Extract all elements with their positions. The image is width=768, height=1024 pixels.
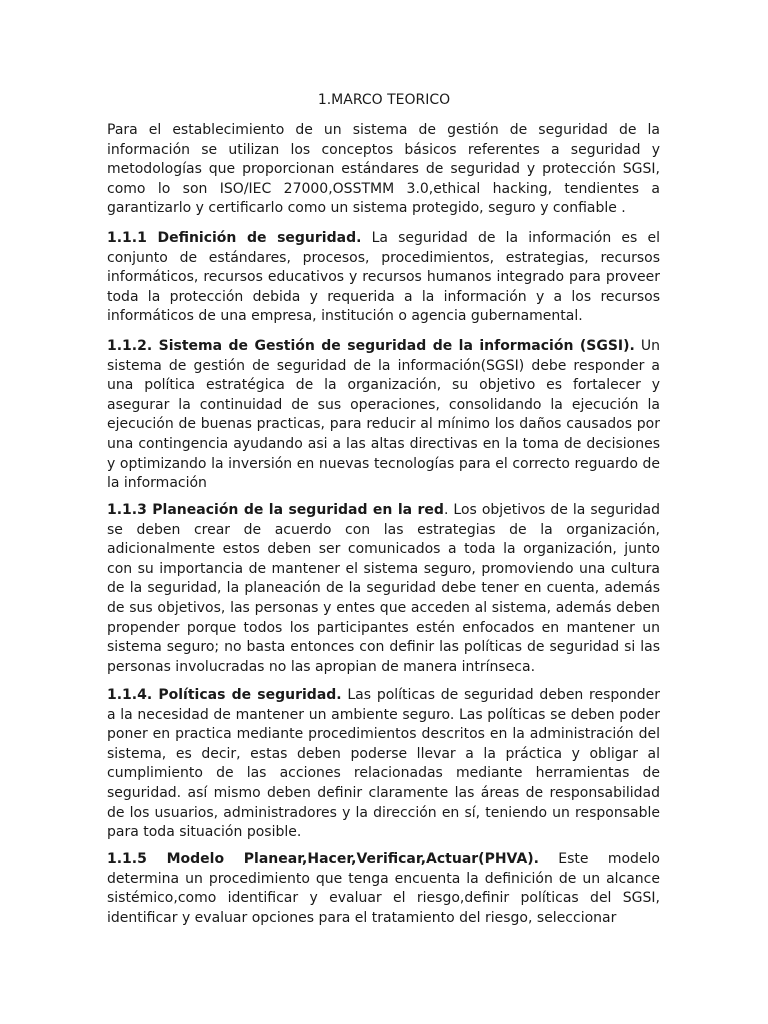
section-heading: 1.1.5 Modelo Planear,Hacer,Verificar,Actuar(PHVA).: [107, 851, 539, 867]
section-politicas: [107, 686, 660, 843]
section-planeacion: [107, 501, 660, 677]
section-phva: [107, 850, 660, 928]
section-heading: 1.1.1 Definición de seguridad.: [107, 230, 362, 246]
section-heading: 1.1.2. Sistema de Gestión de seguridad de la información (SGSI).: [107, 338, 635, 354]
section-body: Las políticas de seguridad deben responder a la necesidad de mantener un ambiente seguro. Las políticas se deben poder poner en practica mediante procedimientos descritos en la administración del sistema, es decir, estas deben poderse llevar a la práctica y obligar al cumplimiento de las acciones relacionadas mediante herramientas de seguridad. así mismo deben definir claramente las áreas de responsabilidad de los usuarios, administradores y la dirección en sí, teniendo un responsable para toda situación posible.: [107, 687, 660, 841]
section-body: Este modelo determina un procedimiento que tenga encuenta la definición de un alcance sistémico,como identificar y evaluar el riesgo,definir políticas del SGSI, identificar y evaluar opciones para el tratamiento del riesgo, seleccionar: [107, 851, 660, 926]
section-definicion: [107, 229, 660, 327]
section-body: . Los objetivos de la seguridad se deben crear de acuerdo con las estrategias de la organización, adicionalmente estos deben ser comunicados a toda la organización, junto con su importancia de mantener el sistema seguro, promoviendo una cultura de la seguridad, la planeación de la seguridad debe tener en cuenta, además de sus objetivos, las personas y entes que acceden al sistema, además deben propender porque todos los participantes estén enfocados en mantener un sistema seguro; no basta entonces con definir las políticas de seguridad si las personas involucradas no las apropian de manera intrínseca.: [107, 502, 660, 675]
section-body: Un sistema de gestión de seguridad de la información(SGSI) debe responder a una política estratégica de la organización, su objetivo es fortalecer y asegurar la continuidad de sus operaciones, consolidando la ejecución la ejecución de buenas practicas, para reducir al mínimo los daños causados por una contingencia ayudando asi a las altas directivas en la toma de decisiones y optimizando la inversión en nuevas tecnologías para el correcto reguardo de la información: [107, 338, 660, 492]
intro-paragraph: Para el establecimiento de un sistema de gestión de seguridad de la información se utilizan los conceptos básicos referentes a seguridad y metodologías que proporcionan estándares de seguridad y protección SGSI, como lo son ISO/IEC 27000,OSSTMM 3.0,ethical hacking, tendientes a garantizarlo y certificarlo como un sistema protegido, seguro y confiable .: [107, 122, 660, 217]
page-title: 1.MARCO TEORICO: [317, 92, 451, 108]
section-sgsi: [107, 337, 660, 494]
section-heading: 1.1.3 Planeación de la seguridad en la red: [107, 502, 444, 518]
section-heading: 1.1.4. Políticas de seguridad.: [107, 687, 342, 703]
section-body: La seguridad de la información es el conjunto de estándares, procesos, procedimientos, estrategias, recursos informáticos, recursos educativos y recursos humanos integrado para proveer toda la protección debida y requerida a la información y a los recursos informáticos de una empresa, institución o agencia gubernamental.: [107, 230, 660, 325]
